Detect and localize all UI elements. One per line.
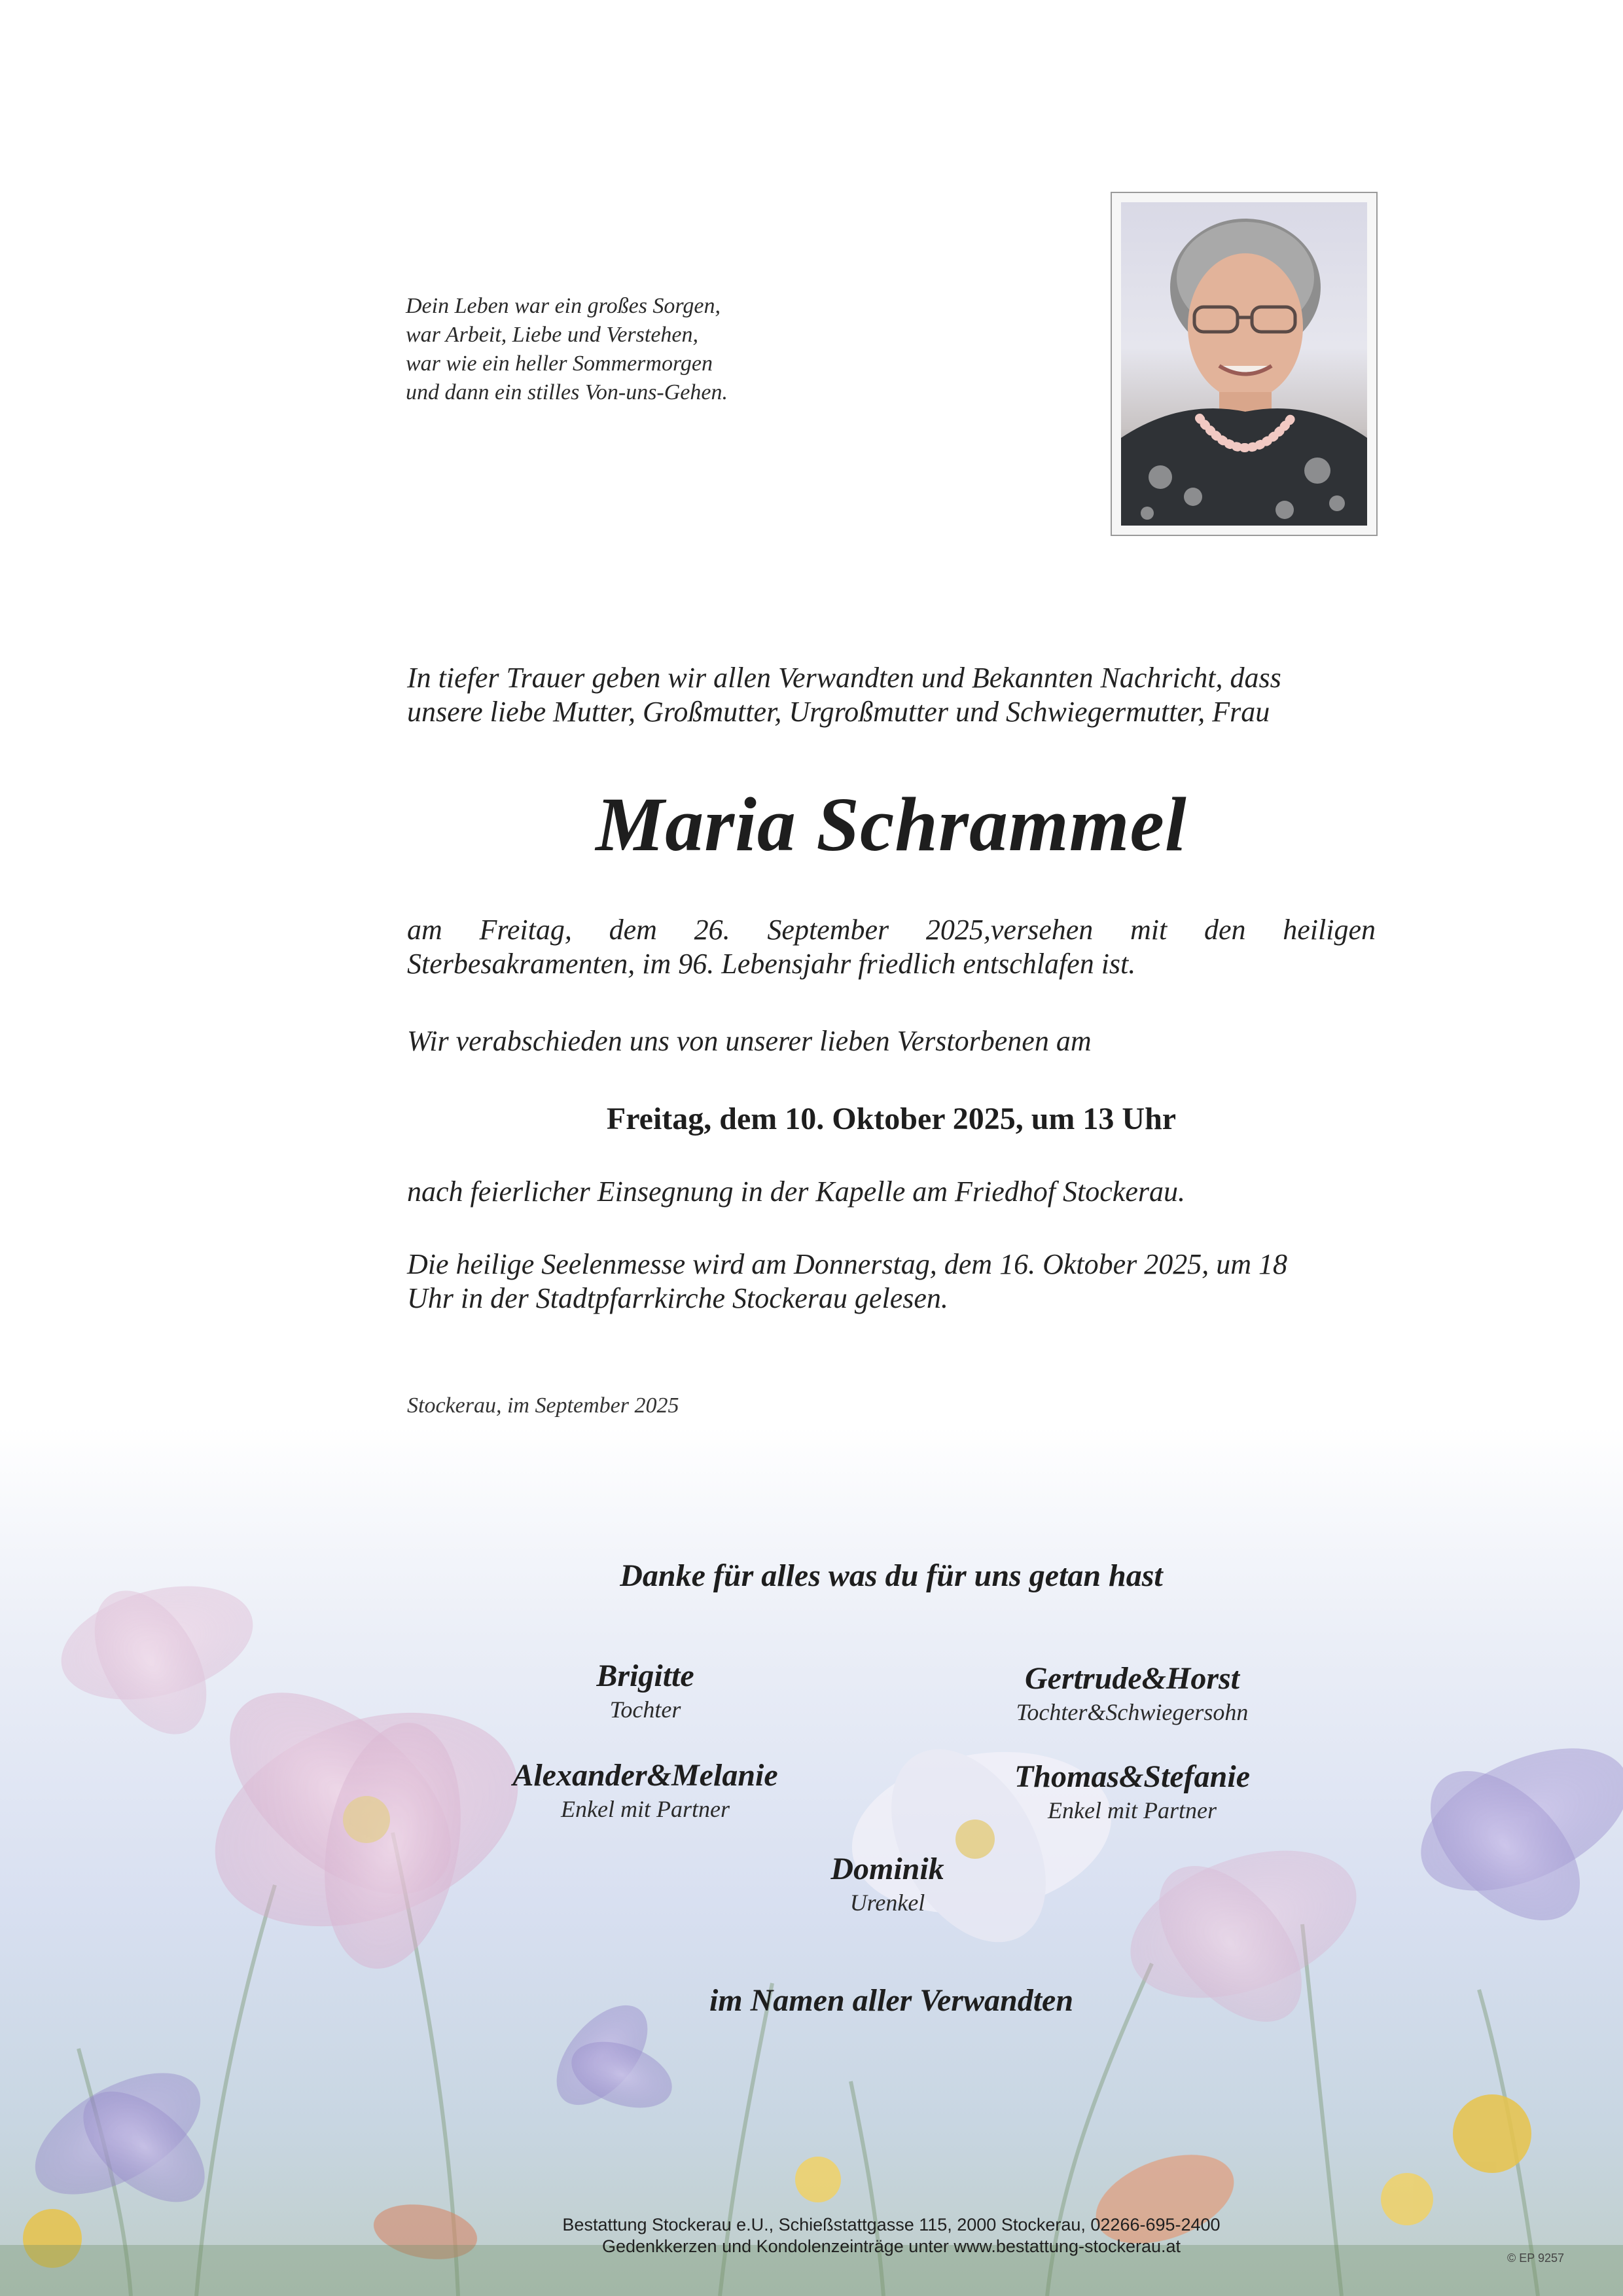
footer-website: Gedenkkerzen und Kondolenzeinträge unter www.bestattung-stockerau.at xyxy=(601,2236,1181,2256)
mourner-name: Thomas&Stefanie xyxy=(1014,1759,1251,1794)
poem-line: war Arbeit, Liebe und Verstehen, xyxy=(406,323,698,347)
mourner-entry xyxy=(903,1660,1361,1727)
poem-line: war wie ein heller Sommermorgen xyxy=(406,351,713,376)
thanks-heading: Danke für alles was du für uns getan hast xyxy=(620,1558,1163,1593)
mourner-relation: Tochter xyxy=(609,1696,681,1723)
ceremony-location: nach feierlicher Einsegnung in der Kapelle am Friedhof Stockerau. xyxy=(407,1175,1185,1208)
purple-flower-right xyxy=(1399,1719,1623,1948)
intro-line: unsere liebe Mutter, Großmutter, Urgroßmutter und Schwiegermutter, Frau xyxy=(407,696,1270,728)
mourner-relation: Tochter&Schwiegersohn xyxy=(1016,1699,1249,1725)
death-line: Sterbesakramenten, im 96. Lebensjahr friedlich entschlafen ist. xyxy=(407,948,1136,980)
mourner-name: Brigitte xyxy=(596,1659,694,1693)
requiem-mass xyxy=(407,1247,1376,1316)
poem xyxy=(406,292,864,407)
mourner-name: Alexander&Melanie xyxy=(512,1758,778,1793)
mourner-relation: Enkel mit Partner xyxy=(561,1796,730,1822)
death-notice xyxy=(407,913,1376,981)
footer-address: Bestattung Stockerau e.U., Schießstattgasse 115, 2000 Stockerau, 02266-695-2400 xyxy=(562,2215,1221,2234)
mourner-name: Gertrude&Horst xyxy=(1024,1661,1240,1696)
mass-line: Die heilige Seelenmesse wird am Donnerstag, dem 16. Oktober 2025, um 18 xyxy=(407,1248,1288,1280)
closing-line: im Namen aller Verwandten xyxy=(709,1983,1074,2018)
farewell-text: Wir verabschieden uns von unserer lieben Verstorbenen am xyxy=(407,1025,1092,1057)
place-and-date: Stockerau, im September 2025 xyxy=(407,1393,679,1418)
funeral-date: Freitag, dem 10. Oktober 2025, um 13 Uhr xyxy=(606,1102,1177,1136)
announcement-intro xyxy=(407,661,1376,729)
mourner-relation: Urenkel xyxy=(849,1890,925,1916)
portrait-photo xyxy=(1121,202,1367,526)
mourner-entry xyxy=(416,1757,874,1823)
poem-line: Dein Leben war ein großes Sorgen, xyxy=(406,294,721,318)
mourner-relation: Enkel mit Partner xyxy=(1048,1797,1217,1823)
mourner-name: Dominik xyxy=(830,1852,944,1886)
portrait-frame xyxy=(1111,192,1378,536)
intro-line: In tiefer Trauer geben wir allen Verwandten und Bekannten Nachricht, dass xyxy=(407,662,1281,694)
mourner-entry xyxy=(416,1657,874,1724)
death-line: am Freitag, dem 26. September 2025,versehen mit den heiligen xyxy=(407,914,1376,946)
portrait-illustration xyxy=(1121,202,1367,526)
mass-line: Uhr in der Stadtpfarrkirche Stockerau gelesen. xyxy=(407,1282,948,1314)
funeral-home-footer xyxy=(407,2214,1376,2257)
purple-flower-left xyxy=(16,2048,224,2223)
document-code: © EP 9257 xyxy=(1507,2251,1564,2265)
mourner-entry xyxy=(903,1758,1361,1825)
deceased-name: Maria Schrammel xyxy=(596,781,1187,867)
mourner-entry xyxy=(658,1850,1116,1917)
poem-line: und dann ein stilles Von-uns-Gehen. xyxy=(406,380,728,404)
